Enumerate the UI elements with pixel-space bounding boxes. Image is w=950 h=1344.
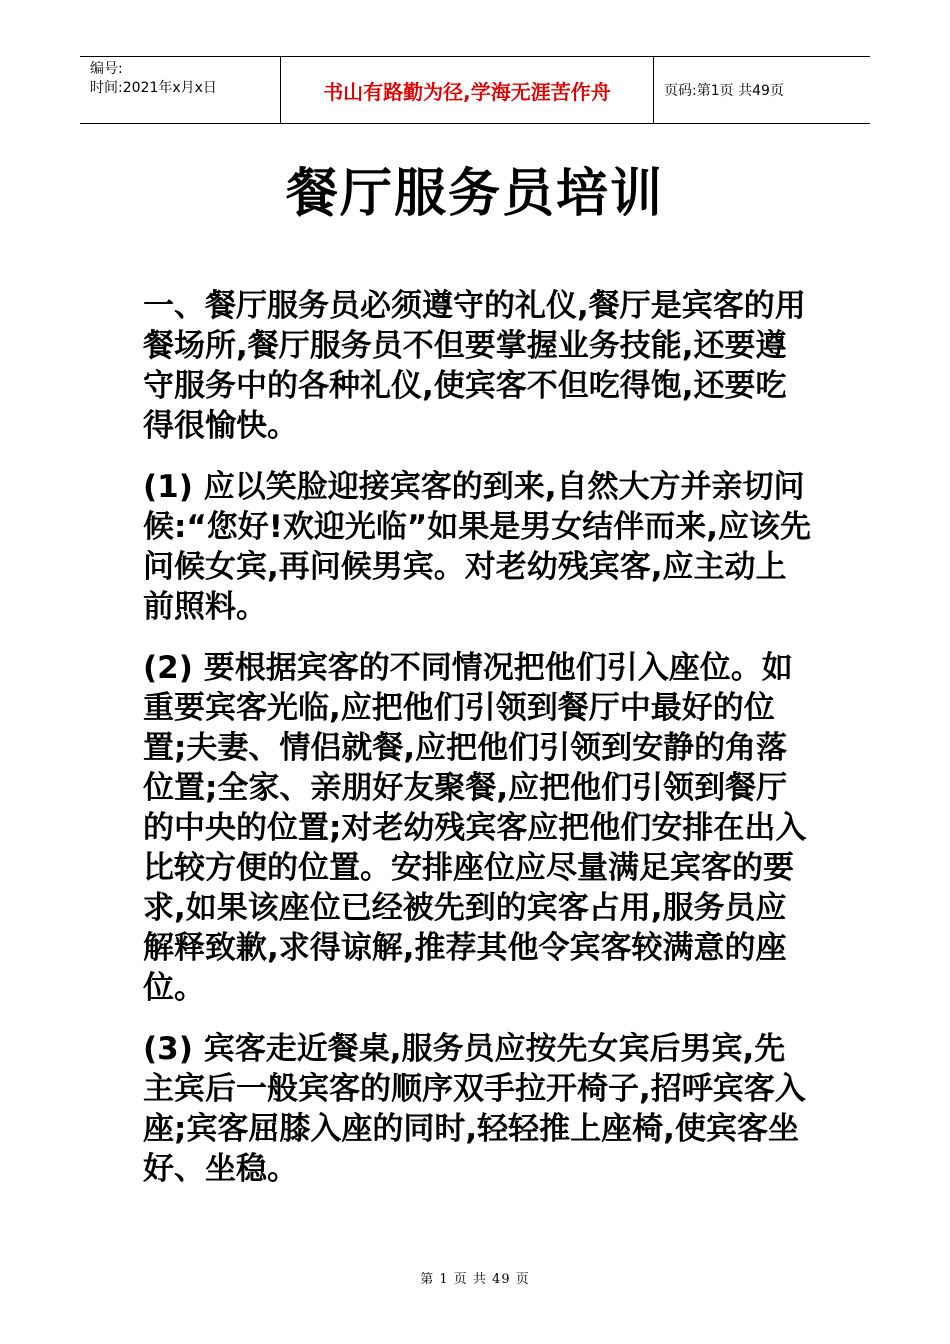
- number-label: 编号:: [90, 61, 123, 77]
- header-meta: [80, 57, 280, 123]
- paragraph: (3) 宾客走近餐桌,服务员应按先女宾后男宾,先主宾后一般宾客的顺序双手拉开椅子,招呼宾客入座;宾客屈膝入座的同时,轻轻推上座椅,使宾客坐好、坐稳。: [143, 1031, 806, 1187]
- paragraph: (2) 要根据宾客的不同情况把他们引入座位。如重要宾客光临,应把他们引领到餐厅中最好的位置;夫妻、情侣就餐,应把他们引领到安静的角落位置;全家、亲朋好友聚餐,应把他们引领到餐厅的中央的位置;对老幼残宾客应把他们安排在出入比较方便的位置。安排座位应尽量满足宾客的要求,如果该座位已经被先到的宾客占用,服务员应解释致歉,求得谅解,推荐其他令宾客较满意的座位。: [143, 650, 807, 1006]
- document-header: [80, 56, 870, 124]
- time-label: 时间:2021年x月x日: [90, 80, 217, 96]
- header-motto: 书山有路勤为径,学海无涯苦作舟: [280, 57, 654, 123]
- page-footer: 第 1 页 共 49 页: [420, 1272, 530, 1287]
- header-page-code: 页码:第1页 共49页: [664, 83, 784, 99]
- paragraph: 一、餐厅服务员必须遵守的礼仪,餐厅是宾客的用餐场所,餐厅服务员不但要掌握业务技能,还要遵守服务中的各种礼仪,使宾客不但吃得饱,还要吃得很愉快。: [143, 288, 806, 444]
- paragraph: (1) 应以笑脸迎接宾客的到来,自然大方并亲切问候:“您好!欢迎光临”如果是男女结伴而来,应该先问候女宾,再问候男宾。对老幼残宾客,应主动上前照料。: [143, 469, 812, 625]
- document-body: [143, 286, 815, 1210]
- document-title: 餐厅服务员培训: [285, 164, 664, 224]
